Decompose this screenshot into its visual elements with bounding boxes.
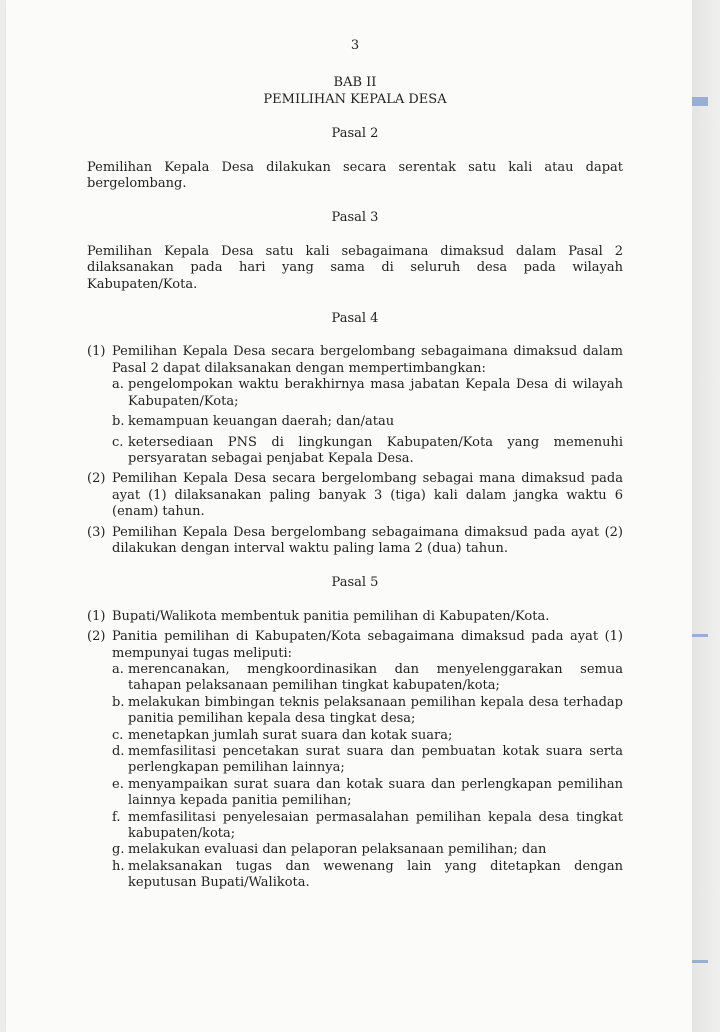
lettered-item (112, 377, 623, 410)
pasal-paragraph: Pemilihan Kepala Desa dilakukan secara serentak satu kali atau dapat bergelombang. (87, 159, 623, 192)
lettered-item (112, 842, 623, 858)
item-letter: b. (112, 414, 125, 430)
pasal-heading: Pasal 4 (331, 311, 379, 327)
item-letter: d. (112, 744, 125, 759)
lettered-item (112, 728, 623, 744)
item-text: menyampaikan surat suara dan kotak suara dan perlengkapan pemilihan lainnya kepada panitia pemilihan; (128, 776, 623, 809)
item-text: Pemilihan Kepala Desa secara bergelombang sebagai mana dimaksud pada ayat (1) dilaksanakan paling banyak 3 (tiga) kali dalam jangka waktu 6 (enam) tahun. (112, 471, 623, 520)
chapter-number: BAB II (333, 75, 377, 91)
item-letter: a. (112, 377, 124, 393)
chapter-title: PEMILIHAN KEPALA DESA (263, 91, 447, 107)
numbered-item (87, 344, 623, 377)
pasal-heading: Pasal 2 (331, 126, 379, 142)
item-number: (2) (87, 629, 106, 645)
item-letter: c. (112, 434, 124, 450)
lettered-item (112, 435, 623, 468)
document-body (87, 38, 623, 892)
item-text: menetapkan jumlah surat suara dan kotak suara; (128, 727, 453, 743)
item-text: melakukan bimbingan teknis pelaksanaan pemilihan kepala desa terhadap panitia pemilihan kepala desa tingkat desa; (128, 694, 623, 727)
numbered-item (87, 629, 623, 662)
item-letter: e. (112, 776, 124, 792)
item-text: melakukan evaluasi dan pelaporan pelaksanaan pemilihan; dan (128, 842, 547, 858)
item-number: (3) (87, 524, 106, 540)
item-text: ketersediaan PNS di lingkungan Kabupaten/Kota yang memenuhi persyaratan sebagai penjabat Kepala Desa. (128, 434, 623, 466)
pasal-paragraph: Pemilihan Kepala Desa satu kali sebagaimana dimaksud dalam Pasal 2 dilaksanakan pada hari yang sama di seluruh desa pada wilayah Kabupaten/Kota. (87, 243, 623, 292)
item-letter: a. (112, 661, 124, 677)
item-text: pengelompokan waktu berakhirnya masa jabatan Kepala Desa di wilayah Kabupaten/Kota; (128, 377, 623, 409)
lettered-item (112, 695, 623, 728)
item-text: kemampuan keuangan daerah; dan/atau (128, 414, 395, 430)
item-text: merencanakan, mengkoordinasikan dan menyelenggarakan semua tahapan pelaksanaan pemilihan tingkat kabupaten/kota; (128, 661, 623, 694)
item-number: (1) (87, 608, 106, 624)
lettered-item (112, 744, 623, 777)
scroll-marker[interactable] (692, 97, 708, 106)
item-number: (1) (87, 344, 106, 360)
scroll-marker[interactable] (692, 960, 708, 963)
item-letter: b. (112, 694, 125, 710)
lettered-item (112, 859, 623, 892)
lettered-item (112, 777, 623, 810)
page-number: 3 (350, 38, 360, 53)
item-text: melaksanakan tugas dan wewenang lain yang ditetapkan dengan keputusan Bupati/Walikota. (128, 858, 623, 891)
pasal-heading: Pasal 5 (331, 575, 379, 591)
item-letter: g. (112, 842, 125, 858)
item-text: Panitia pemilihan di Kabupaten/Kota sebagaimana dimaksud pada ayat (1) mempunyai tugas meliputi: (112, 629, 623, 661)
lettered-item (112, 810, 623, 843)
item-text: memfasilitasi pencetakan surat suara dan pembuatan kotak suara serta perlengkapan pemilihan lainnya; (128, 744, 623, 776)
item-number: (2) (87, 471, 106, 487)
numbered-item (87, 471, 623, 520)
lettered-item (112, 662, 623, 695)
item-letter: c. (112, 727, 124, 743)
item-text: Pemilihan Kepala Desa secara bergelombang sebagaimana dimaksud dalam Pasal 2 dapat dilaksanakan dengan mempertimbangkan: (112, 344, 623, 376)
item-text: Bupati/Walikota membentuk panitia pemilihan di Kabupaten/Kota. (112, 608, 550, 624)
item-text: Pemilihan Kepala Desa bergelombang sebagaimana dimaksud pada ayat (2) dilakukan dengan interval waktu paling lama 2 (dua) tahun. (112, 524, 623, 556)
numbered-item (87, 525, 623, 558)
scroll-marker[interactable] (692, 634, 708, 637)
item-letter: h. (112, 858, 125, 874)
item-letter: f. (112, 809, 121, 825)
item-text: memfasilitasi penyelesaian permasalahan pemilihan kepala desa tingkat kabupaten/kota; (128, 809, 623, 842)
numbered-item (87, 609, 623, 625)
pasal-heading: Pasal 3 (331, 210, 379, 226)
scroll-gutter[interactable] (692, 0, 720, 1032)
lettered-item (112, 414, 623, 430)
